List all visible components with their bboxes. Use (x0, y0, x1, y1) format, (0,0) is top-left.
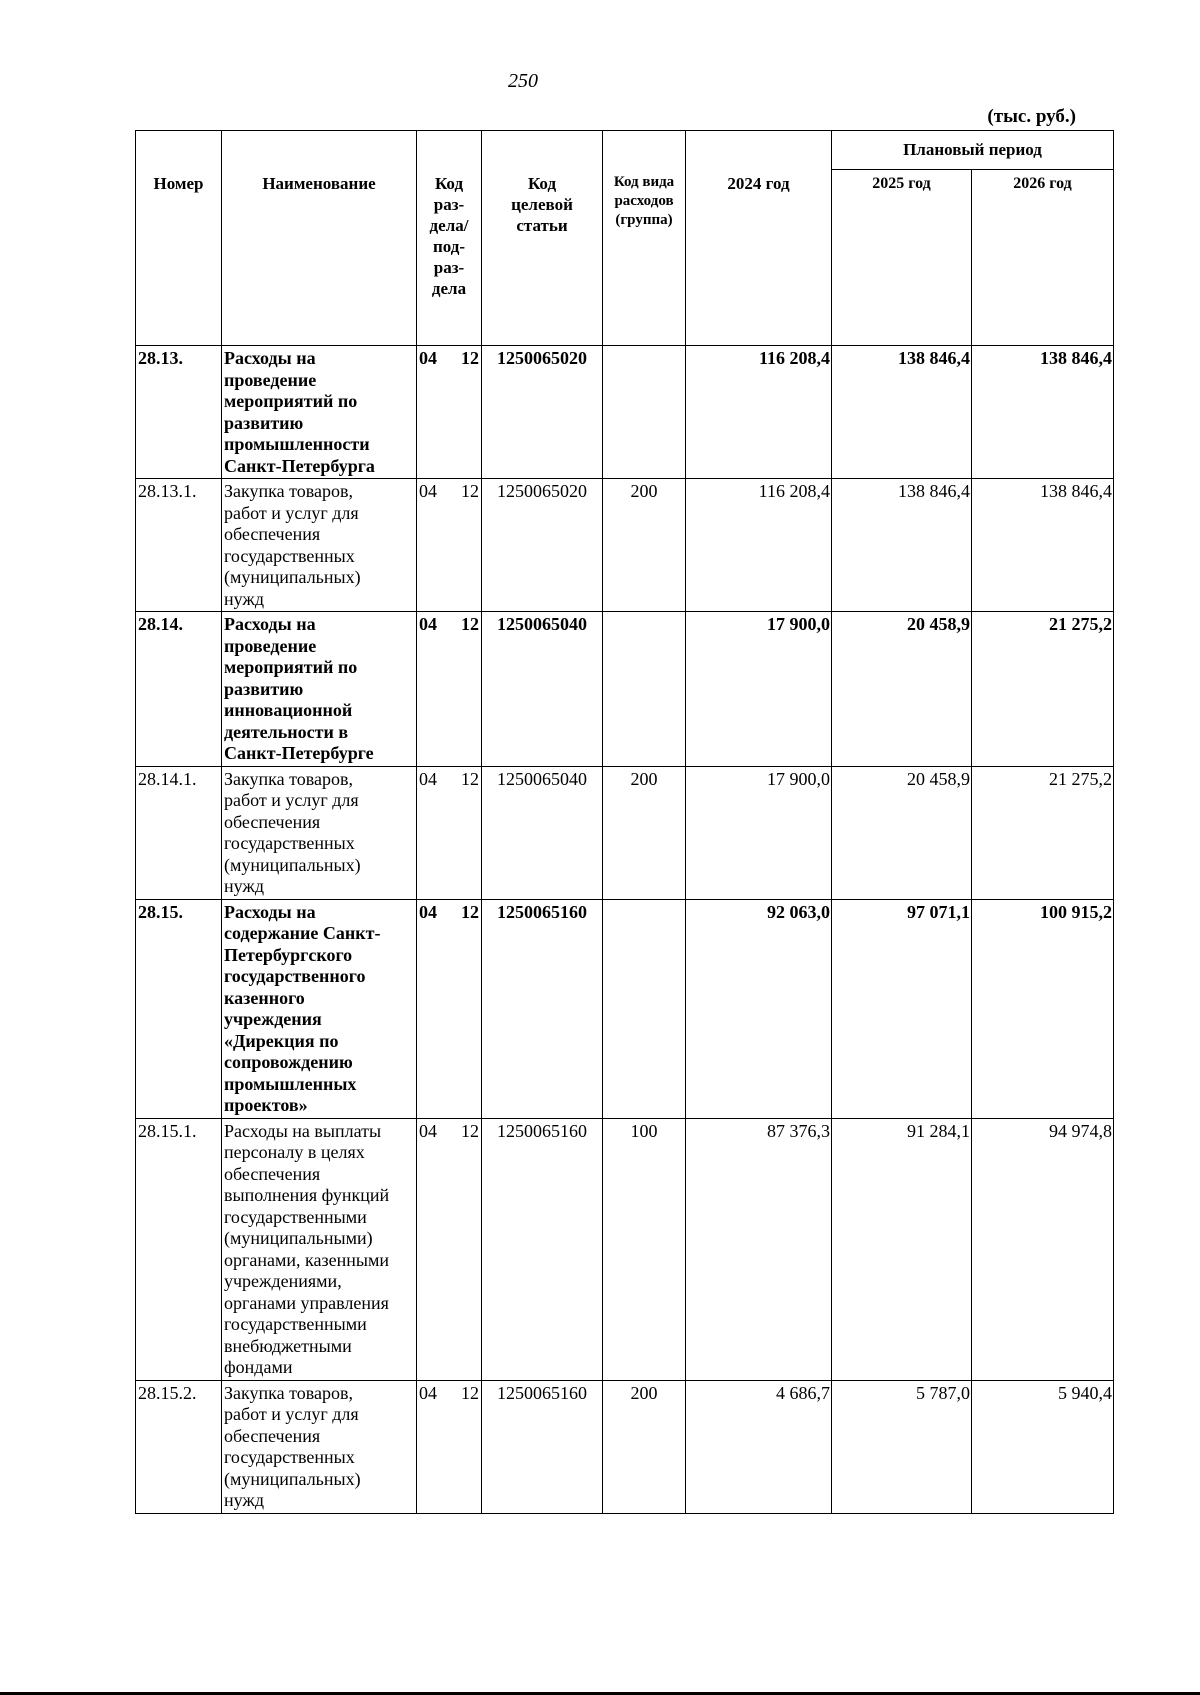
row-amount-2026: 138 846,4 (972, 346, 1114, 479)
table-row (136, 346, 1114, 479)
row-amount-2025: 20 458,9 (832, 766, 972, 899)
row-amount-2024: 92 063,0 (686, 899, 832, 1118)
header-name: Наименование (222, 131, 417, 346)
row-number: 28.14. (136, 612, 222, 767)
row-amount-2026: 21 275,2 (972, 766, 1114, 899)
row-amount-2026: 94 974,8 (972, 1118, 1114, 1380)
row-amount-2026: 21 275,2 (972, 612, 1114, 767)
budget-table (135, 130, 1114, 1514)
row-number: 28.13. (136, 346, 222, 479)
table-row (136, 766, 1114, 899)
row-section-code (417, 766, 482, 899)
row-section-code (417, 1380, 482, 1513)
table-row (136, 1118, 1114, 1380)
row-number: 28.14.1. (136, 766, 222, 899)
row-target-code: 1250065160 (482, 899, 603, 1118)
row-amount-2025: 5 787,0 (832, 1380, 972, 1513)
header-year-2024: 2024 год (686, 131, 832, 346)
row-amount-2024: 17 900,0 (686, 612, 832, 767)
table-row (136, 612, 1114, 767)
row-name-text: Расходы на содержание Санкт- Петербургского государственного казенного учреждения «Дирекция по сопровождению промышленных проектов» (224, 901, 381, 1115)
row-number: 28.13.1. (136, 479, 222, 612)
page-number: 250 (508, 70, 538, 92)
row-name-text: Расходы на выплаты персоналу в целях обеспечения выполнения функций государственными (муниципальными) органами, казенными учреждениями, органами управления государственными внебюджетными фондами (224, 1120, 390, 1377)
header-target-code (482, 131, 603, 346)
header-year-2025: 2025 год (832, 170, 972, 346)
header-planned-period: Плановый период (832, 131, 1114, 170)
row-amount-2025: 20 458,9 (832, 612, 972, 767)
row-amount-2026: 100 915,2 (972, 899, 1114, 1118)
row-expense-group (603, 612, 686, 767)
row-name (222, 1118, 417, 1380)
row-name (222, 899, 417, 1118)
row-subsection: 12 (461, 481, 479, 501)
row-name (222, 346, 417, 479)
row-section: 04 (419, 901, 437, 922)
row-amount-2025: 91 284,1 (832, 1118, 972, 1380)
row-section: 04 (419, 614, 437, 634)
row-section: 04 (419, 1382, 437, 1403)
header-expense-type-text: Код вида расходов (группа) (613, 174, 675, 228)
row-name-text: Расходы на проведение мероприятий по развитию инновационной деятельности в Санкт-Петербурге (224, 614, 374, 763)
row-subsection: 12 (461, 348, 479, 368)
row-expense-group: 200 (603, 766, 686, 899)
row-section-code (417, 346, 482, 479)
row-name-text: Закупка товаров, работ и услуг для обеспечения государственных (муниципальных) нужд (224, 768, 361, 896)
row-target-code: 1250065040 (482, 612, 603, 767)
row-subsection: 12 (461, 1120, 479, 1141)
row-section-code (417, 899, 482, 1118)
units-label: (тыс. руб.) (987, 106, 1076, 127)
row-target-code: 1250065020 (482, 479, 603, 612)
header-expense-type (603, 131, 686, 346)
row-number: 28.15. (136, 899, 222, 1118)
row-name (222, 766, 417, 899)
table-row (136, 1380, 1114, 1513)
row-number: 28.15.1. (136, 1118, 222, 1380)
row-section: 04 (419, 768, 437, 789)
row-section: 04 (419, 481, 437, 501)
row-amount-2024: 4 686,7 (686, 1380, 832, 1513)
row-expense-group: 200 (603, 479, 686, 612)
row-name (222, 1380, 417, 1513)
row-subsection: 12 (461, 768, 479, 789)
row-target-code: 1250065160 (482, 1380, 603, 1513)
row-amount-2026: 5 940,4 (972, 1380, 1114, 1513)
row-expense-group: 100 (603, 1118, 686, 1380)
table-body (136, 346, 1114, 1514)
row-subsection: 12 (461, 614, 479, 634)
row-target-code: 1250065020 (482, 346, 603, 479)
header-section-code (417, 131, 482, 346)
row-subsection: 12 (461, 1382, 479, 1403)
row-expense-group (603, 899, 686, 1118)
row-amount-2026: 138 846,4 (972, 479, 1114, 612)
table-row (136, 899, 1114, 1118)
row-name-text: Закупка товаров, работ и услуг для обеспечения государственных (муниципальных) нужд (224, 1382, 361, 1510)
row-amount-2024: 116 208,4 (686, 479, 832, 612)
row-name (222, 612, 417, 767)
row-amount-2025: 138 846,4 (832, 346, 972, 479)
row-section-code (417, 612, 482, 767)
row-amount-2025: 138 846,4 (832, 479, 972, 612)
row-section-code (417, 479, 482, 612)
row-target-code: 1250065160 (482, 1118, 603, 1380)
header-target-code-text: Код целевой статьи (511, 174, 573, 235)
row-name-text: Расходы на проведение мероприятий по развитию промышленности Санкт-Петербурга (224, 348, 375, 476)
header-section-code-text: Код раз- дела/ под- раз- дела (429, 174, 469, 298)
row-number: 28.15.2. (136, 1380, 222, 1513)
row-expense-group: 200 (603, 1380, 686, 1513)
row-expense-group (603, 346, 686, 479)
row-subsection: 12 (461, 901, 479, 922)
row-target-code: 1250065040 (482, 766, 603, 899)
header-number: Номер (136, 131, 222, 346)
row-section-code (417, 1118, 482, 1380)
header-year-2026: 2026 год (972, 170, 1114, 346)
row-amount-2024: 116 208,4 (686, 346, 832, 479)
row-name (222, 479, 417, 612)
table-row (136, 479, 1114, 612)
row-amount-2025: 97 071,1 (832, 899, 972, 1118)
row-amount-2024: 87 376,3 (686, 1118, 832, 1380)
row-section: 04 (419, 1120, 437, 1141)
row-section: 04 (419, 348, 437, 368)
row-name-text: Закупка товаров, работ и услуг для обеспечения государственных (муниципальных) нужд (224, 481, 361, 609)
row-amount-2024: 17 900,0 (686, 766, 832, 899)
